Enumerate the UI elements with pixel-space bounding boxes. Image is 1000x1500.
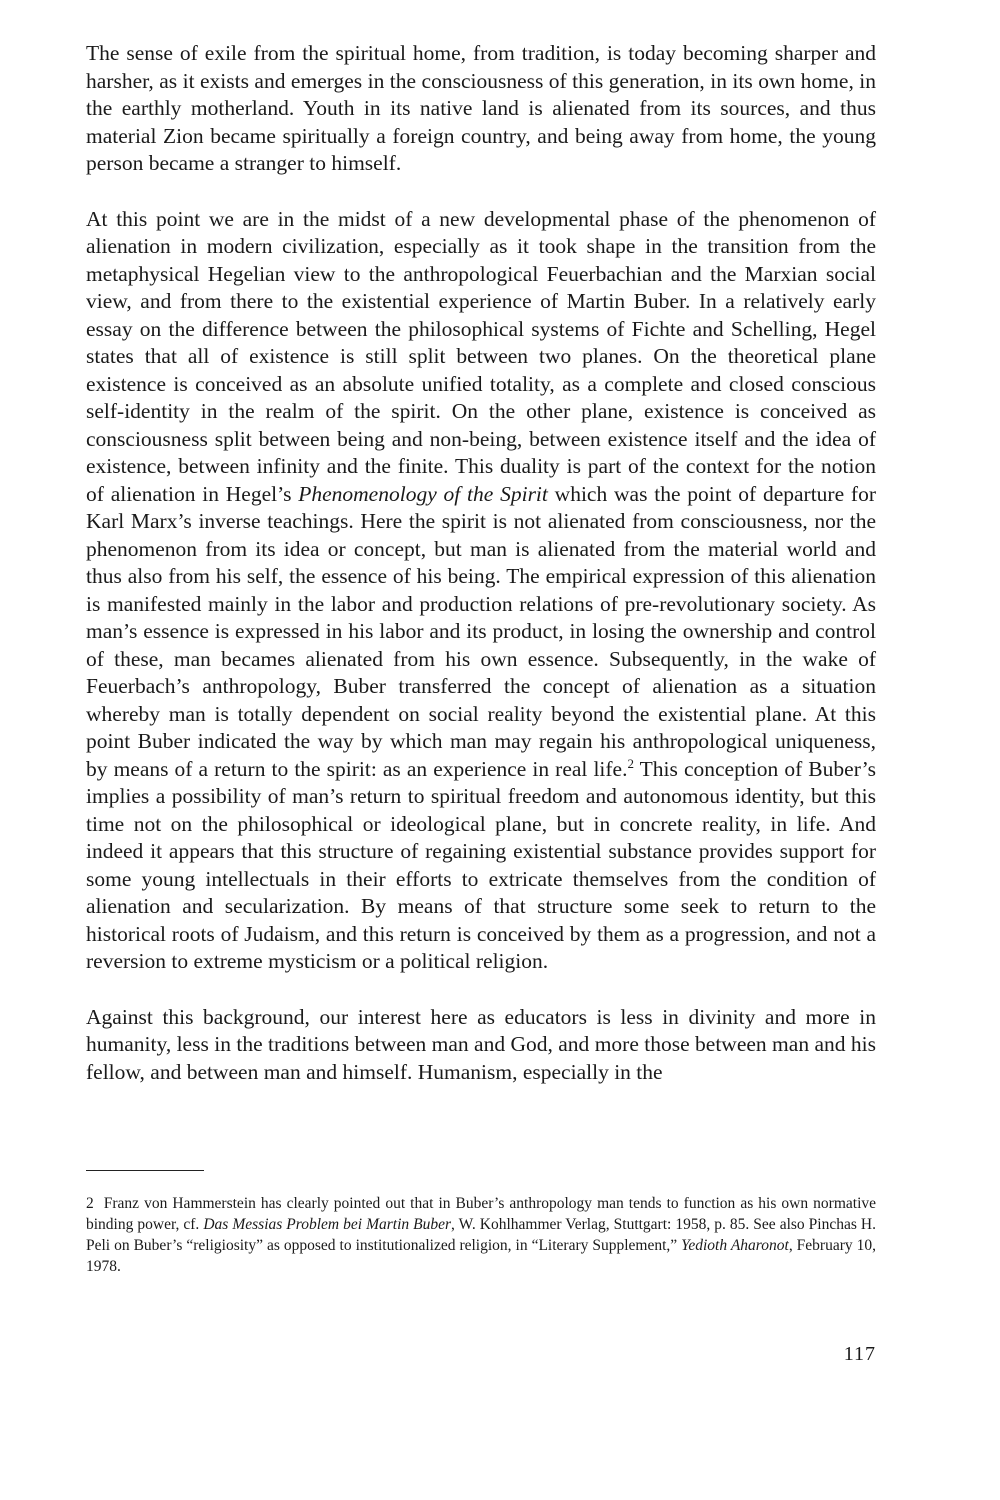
footnote-title-yedioth: Yedioth Aharonot (681, 1237, 789, 1254)
footnote-text-3: , February 10, 1978. (86, 1237, 876, 1275)
footnote-number: 2 (86, 1195, 94, 1212)
paragraph-2-text-1: At this point we are in the midst of a new developmental phase of the phenomenon of alienation in modern civilization, especially as it took shape in the transition from the metaphysical Hegelian view to the anthropological Feuerbachian and the Marxian social view, and from there to the existential experience of Martin Buber. In a relatively early essay on the difference between the philosophical systems of Fichte and Schelling, Hegel states that all of existence is still split between two planes. On the theoretical plane existence is conceived as an absolute unified totality, as a complete and closed conscious self-identity in the realm of the spirit. On the other plane, existence is conceived as consciousness split between being and non-being, between existence itself and the idea of existence, between infinity and the finite. This duality is part of the context for the notion of alienation in Hegel’s (86, 206, 876, 506)
footnote-reference[interactable]: 2 (627, 755, 634, 771)
paragraph-1: The sense of exile from the spiritual home, from tradition, is today becoming sharper and harsher, as it exists and emerges in the consciousness of this generation, in its own home, in the earthly motherland. Youth in its native land is alienated from its sources, and thus material Zion became spiritually a foreign country, and being away from home, the young person became a stranger to himself. (86, 41, 876, 175)
paragraph-2-text-2: which was the point of departure for Karl Marx’s inverse teachings. Here the spirit is not alienated from consciousness, nor the phenomenon from its idea or concept, but man is alienated from the material world and thus also from his self, the essence of his being. The empirical expression of this alienation is manifested mainly in the labor and production relations of pre-revolutionary society. As man’s essence is expressed in his labor and its product, in losing the ownership and control of these, man becames alienated from his own essence. Subsequently, in the wake of Feuerbach’s anthropology, Buber transferred the concept of alienation as a situation whereby man is totally dependent on social reality beyond the existential plane. At this point Buber indicated the way by which man may regain his anthropological uniqueness, by means of a return to the spirit: as an experience in real life. (86, 481, 876, 781)
footnote-text-2: , W. Kohlhammer Verlag, Stuttgart: 1958, p. 85. See also Pinchas H. Peli on Buber’s “religiosity” as opposed to institutionalized religion, in “Literary Supplement,” (86, 1216, 876, 1254)
footnote (86, 1193, 876, 1277)
paragraph-2-text-3: This conception of Buber’s implies a possibility of man’s return to spiritual freedom and autonomous identity, but this time not on the philosophical or ideological plane, but in concrete reality, in life. And indeed it appears that this structure of regaining existential substance provides support for some young intellectuals in their efforts to extricate themselves from the condition of alienation and secularization. By means of that structure some seek to return to the historical roots of Judaism, and this return is conceived by them as a progression, and not a reversion to extreme mysticism or a political religion. (86, 756, 876, 973)
page-number: 117 (843, 1343, 876, 1365)
footnote-text-1: Franz von Hammerstein has clearly pointed out that in Buber’s anthropology man tends to function as his own normative binding power, cf. (86, 1195, 876, 1233)
book-title-phenomenology: Phenomenology of the Spirit (298, 481, 548, 506)
paragraph-3: Against this background, our interest here as educators is less in divinity and more in humanity, less in the traditions between man and God, and more those between man and his fellow, and between man and himself. Humanism, especially in the (86, 1004, 876, 1084)
page-body (86, 40, 876, 1114)
paragraph-2 (86, 206, 876, 976)
footnote-divider (86, 1170, 204, 1171)
footnote-title-messias: Das Messias Problem bei Martin Buber (203, 1216, 452, 1233)
